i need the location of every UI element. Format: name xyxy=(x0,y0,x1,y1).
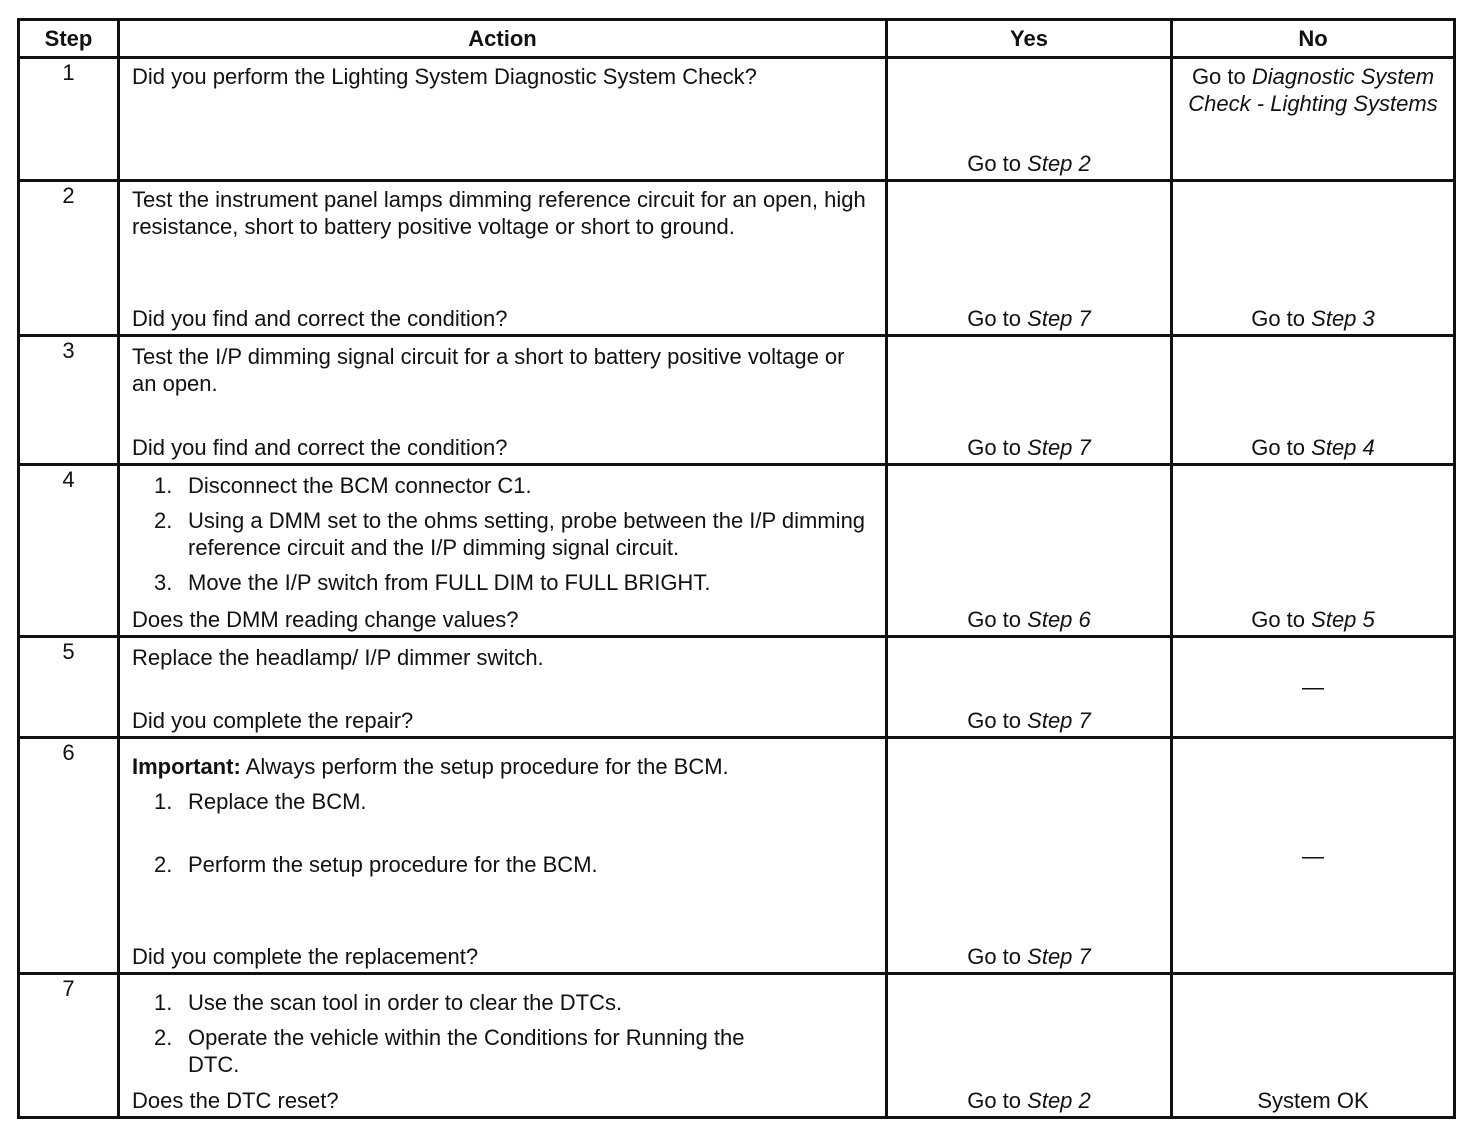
action-question: Did you perform the Lighting System Diagnostic System Check? xyxy=(132,64,757,89)
no-cell xyxy=(1172,974,1455,1118)
step-number: 3 xyxy=(19,336,119,465)
action-cell xyxy=(119,738,887,974)
table-row xyxy=(19,974,1455,1118)
yes-cell xyxy=(887,974,1172,1118)
action-cell xyxy=(119,181,887,336)
action-text: Test the I/P dimming signal circuit for a short to battery positive voltage or an open. xyxy=(132,344,845,396)
yes-cell xyxy=(887,637,1172,738)
step-number: 5 xyxy=(19,637,119,738)
table-row xyxy=(19,58,1455,181)
table-row xyxy=(19,738,1455,974)
action-question: Did you find and correct the condition? xyxy=(132,435,508,460)
list-item: 1. Replace the BCM. xyxy=(154,789,367,814)
action-question: Did you complete the repair? xyxy=(132,708,414,733)
action-text: Test the instrument panel lamps dimming reference circuit for an open, high resistance, short to battery positive voltage or short to ground. xyxy=(132,187,866,239)
no-instruction: — xyxy=(1302,843,1324,868)
action-steps-list xyxy=(132,989,873,1078)
action-steps-list xyxy=(132,788,873,878)
header-row xyxy=(19,20,1455,58)
action-cell xyxy=(119,637,887,738)
step-number: 4 xyxy=(19,465,119,637)
action-cell xyxy=(119,974,887,1118)
action-text: Replace the headlamp/ I/P dimmer switch. xyxy=(132,645,544,670)
action-steps-list xyxy=(132,472,873,596)
action-question: Does the DMM reading change values? xyxy=(132,607,519,632)
diagnostic-table xyxy=(17,18,1456,1119)
list-item: 2. Operate the vehicle within the Conditions for Running the DTC. xyxy=(154,1025,745,1077)
action-cell xyxy=(119,336,887,465)
list-item: 1. Use the scan tool in order to clear the DTCs. xyxy=(154,990,623,1015)
list-item: 2. Perform the setup procedure for the BCM. xyxy=(154,852,598,877)
table-row xyxy=(19,637,1455,738)
yes-instruction: Go to Step 7 xyxy=(967,435,1091,460)
yes-cell xyxy=(887,58,1172,181)
no-cell xyxy=(1172,738,1455,974)
list-item: 3. Move the I/P switch from FULL DIM to FULL BRIGHT. xyxy=(154,570,711,595)
action-question: Did you find and correct the condition? xyxy=(132,306,508,331)
header-action: Action xyxy=(119,20,887,58)
yes-instruction: Go to Step 7 xyxy=(967,944,1091,969)
header-no: No xyxy=(1172,20,1455,58)
no-instruction: Go to Step 4 xyxy=(1251,435,1375,460)
no-instruction: System OK xyxy=(1257,1088,1369,1113)
yes-cell xyxy=(887,181,1172,336)
step-number: 7 xyxy=(19,974,119,1118)
no-cell xyxy=(1172,58,1455,181)
no-instruction: Go to Step 3 xyxy=(1251,306,1375,331)
header-step: Step xyxy=(19,20,119,58)
table-row xyxy=(19,181,1455,336)
yes-instruction: Go to Step 7 xyxy=(967,708,1091,733)
yes-cell xyxy=(887,465,1172,637)
step-number: 2 xyxy=(19,181,119,336)
no-cell xyxy=(1172,637,1455,738)
list-item: 1. Disconnect the BCM connector C1. xyxy=(154,473,532,498)
important-note: Important: Always perform the setup procedure for the BCM. xyxy=(132,754,729,779)
no-cell xyxy=(1172,181,1455,336)
yes-instruction: Go to Step 7 xyxy=(967,306,1091,331)
step-number: 1 xyxy=(19,58,119,181)
header-yes: Yes xyxy=(887,20,1172,58)
yes-instruction: Go to Step 2 xyxy=(967,1088,1091,1113)
list-item: 2. Using a DMM set to the ohms setting, probe between the I/P dimming reference circuit and the I/P dimming signal circuit. xyxy=(154,508,866,560)
action-cell xyxy=(119,58,887,181)
yes-cell xyxy=(887,336,1172,465)
yes-cell xyxy=(887,738,1172,974)
step-number: 6 xyxy=(19,738,119,974)
no-instruction: Go to Step 5 xyxy=(1251,607,1375,632)
yes-instruction: Go to Step 6 xyxy=(967,607,1091,632)
no-cell xyxy=(1172,336,1455,465)
no-cell xyxy=(1172,465,1455,637)
no-instruction: — xyxy=(1302,674,1324,700)
table-row xyxy=(19,465,1455,637)
yes-instruction: Go to Step 2 xyxy=(967,151,1091,176)
action-question: Does the DTC reset? xyxy=(132,1088,339,1113)
action-question: Did you complete the replacement? xyxy=(132,944,479,969)
table-row xyxy=(19,336,1455,465)
action-cell xyxy=(119,465,887,637)
no-instruction: Go to Diagnostic System Check - Lighting Systems xyxy=(1188,64,1438,116)
